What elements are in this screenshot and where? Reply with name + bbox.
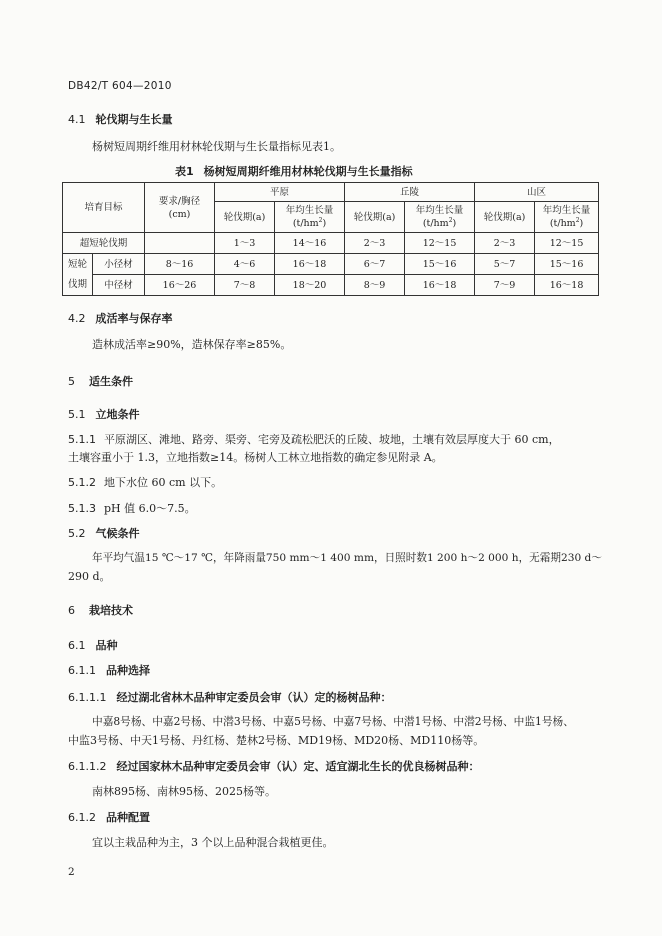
header-plain-growth xyxy=(275,202,345,233)
row-mountain-growth: 12～15 xyxy=(535,233,599,254)
section-5-2-line2: 290 d。 xyxy=(68,570,111,583)
header-plain: 平原 xyxy=(215,183,345,202)
standard-code: DB42/T 604—2010 xyxy=(68,80,172,92)
rotation-growth-table xyxy=(62,182,599,296)
section-5-1-1-line1 xyxy=(68,431,560,447)
row-group-short-rotation: 短轮伐期 xyxy=(63,254,93,296)
row-mountain-growth: 15～16 xyxy=(535,254,599,275)
row-hill-growth: 16～18 xyxy=(405,275,475,296)
row-plain-period: 4～6 xyxy=(215,254,275,275)
section-6-1-1-heading xyxy=(68,662,150,678)
section-title: 成活率与保存率 xyxy=(95,312,173,325)
section-number: 6.1.1 xyxy=(68,664,96,677)
section-6-1-2-heading xyxy=(68,809,150,825)
growth-label: 年均生长量 xyxy=(285,205,334,216)
section-title: 经过湖北省林木品种审定委员会审（认）定的杨树品种： xyxy=(116,691,392,704)
row-plain-period: 1～3 xyxy=(215,233,275,254)
paragraph-line: 平原湖区、滩地、路旁、渠旁、宅旁及疏松肥沃的丘陵、坡地，土壤有效层厚度大于 60 cm， xyxy=(104,433,560,446)
section-number: 6.1.1.2 xyxy=(68,760,107,773)
table-caption-title: 杨树短周期纤维用材林轮伐期与生长量指标 xyxy=(203,165,413,178)
row-hill-growth: 15～16 xyxy=(405,254,475,275)
row-hill-period: 8～9 xyxy=(345,275,405,296)
section-6-1-1-1-line1: 中嘉8号杨、中嘉2号杨、中潜3号杨、中嘉5号杨、中嘉7号杨、中潜1号杨、中潜2号杨、中监1号杨、 xyxy=(92,715,574,728)
row-hill-period: 6～7 xyxy=(345,254,405,275)
section-title: 气候条件 xyxy=(95,527,140,540)
section-number: 6 xyxy=(68,604,75,617)
section-6-1-1-1-line2: 中监3号杨、中天1号杨、丹红杨、楚林2号杨、MD19杨、MD20杨、MD110杨等。 xyxy=(68,734,485,747)
section-title: 轮伐期与生长量 xyxy=(95,113,173,126)
row-requirement: 16～26 xyxy=(145,275,215,296)
growth-label: 年均生长量 xyxy=(542,205,591,216)
header-requirement-line1: 要求/胸径 xyxy=(158,195,201,207)
table-row xyxy=(63,254,599,275)
row-plain-growth: 16～18 xyxy=(275,254,345,275)
section-5-heading xyxy=(68,373,133,389)
header-mountain-period: 轮伐期(a) xyxy=(475,202,535,233)
section-number: 5.1 xyxy=(68,408,86,421)
section-5-2-heading xyxy=(68,525,140,541)
section-title: 经过国家林木品种审定委员会审（认）定、适宜湖北生长的优良杨树品种： xyxy=(116,760,480,773)
section-6-1-1-1-heading xyxy=(68,689,391,705)
row-plain-growth: 14～16 xyxy=(275,233,345,254)
section-number: 5.2 xyxy=(68,527,86,540)
table-row xyxy=(63,275,599,296)
growth-unit: $(t/hm^2)$ xyxy=(422,216,457,229)
row-goal: 小径材 xyxy=(93,254,145,275)
section-title: 品种选择 xyxy=(106,664,150,677)
growth-label: 年均生长量 xyxy=(415,205,464,216)
header-hill-growth xyxy=(405,202,475,233)
paragraph-line: pH 值 6.0～7.5。 xyxy=(104,502,196,515)
section-title: 适生条件 xyxy=(89,375,133,388)
page-number: 2 xyxy=(68,866,75,878)
section-4-2-heading xyxy=(68,310,173,326)
paragraph-line: 地下水位 60 cm 以下。 xyxy=(104,476,223,489)
section-number: 6.1.2 xyxy=(68,811,96,824)
section-6-1-1-2-text: 南林895杨、南林95杨、2025杨等。 xyxy=(92,785,276,798)
section-5-1-heading xyxy=(68,406,140,422)
header-goal: 培育目标 xyxy=(63,183,145,233)
row-mountain-period: 7～9 xyxy=(475,275,535,296)
row-plain-growth: 18～20 xyxy=(275,275,345,296)
section-title: 品种 xyxy=(95,639,118,652)
section-title: 立地条件 xyxy=(95,408,140,421)
table-caption-number: 表1 xyxy=(175,165,194,178)
table-caption xyxy=(175,163,413,179)
section-number: 5.1.3 xyxy=(68,502,96,515)
section-6-1-1-2-heading xyxy=(68,758,479,774)
section-6-1-heading xyxy=(68,637,118,653)
header-mountain-growth xyxy=(535,202,599,233)
section-4-1-heading xyxy=(68,111,173,127)
header-requirement-line2: (cm) xyxy=(168,208,191,220)
table-row xyxy=(63,233,599,254)
row-mountain-growth: 16～18 xyxy=(535,275,599,296)
section-number: 4.1 xyxy=(68,113,86,126)
section-number: 5 xyxy=(68,375,75,388)
section-6-1-2-text: 宜以主栽品种为主，3 个以上品种混合栽植更佳。 xyxy=(92,836,334,849)
growth-unit: $(t/hm^2)$ xyxy=(549,216,584,229)
row-hill-period: 2～3 xyxy=(345,233,405,254)
section-number: 5.1.1 xyxy=(68,433,96,446)
row-requirement xyxy=(145,233,215,254)
row-goal: 中径材 xyxy=(93,275,145,296)
section-title: 栽培技术 xyxy=(89,604,133,617)
row-goal: 超短轮伐期 xyxy=(63,233,145,254)
row-hill-growth: 12～15 xyxy=(405,233,475,254)
header-mountain: 山区 xyxy=(475,183,599,202)
section-number: 5.1.2 xyxy=(68,476,96,489)
header-hill: 丘陵 xyxy=(345,183,475,202)
section-5-1-3 xyxy=(68,500,196,516)
header-plain-period: 轮伐期(a) xyxy=(215,202,275,233)
section-4-1-text: 杨树短周期纤维用材林轮伐期与生长量指标见表1。 xyxy=(92,140,341,153)
section-title: 品种配置 xyxy=(106,811,150,824)
header-hill-period: 轮伐期(a) xyxy=(345,202,405,233)
row-mountain-period: 2～3 xyxy=(475,233,535,254)
section-5-1-1-line2: 土壤容重小于 1.3，立地指数≥14。杨树人工林立地指数的确定参见附录 A。 xyxy=(68,451,443,464)
section-number: 6.1.1.1 xyxy=(68,691,107,704)
growth-unit: $(t/hm^2)$ xyxy=(292,216,327,229)
header-requirement xyxy=(145,183,215,233)
section-number: 6.1 xyxy=(68,639,86,652)
section-4-2-text: 造林成活率≥90%，造林保存率≥85%。 xyxy=(92,338,292,351)
row-requirement: 8～16 xyxy=(145,254,215,275)
section-6-heading xyxy=(68,602,133,618)
section-5-1-2 xyxy=(68,474,222,490)
row-plain-period: 7～8 xyxy=(215,275,275,296)
row-mountain-period: 5～7 xyxy=(475,254,535,275)
section-5-2-line1: 年平均气温15 ℃～17 ℃，年降雨量750 mm～1 400 mm，日照时数1 200 h～2 000 h，无霜期230 d～ xyxy=(92,552,602,564)
section-number: 4.2 xyxy=(68,312,86,325)
